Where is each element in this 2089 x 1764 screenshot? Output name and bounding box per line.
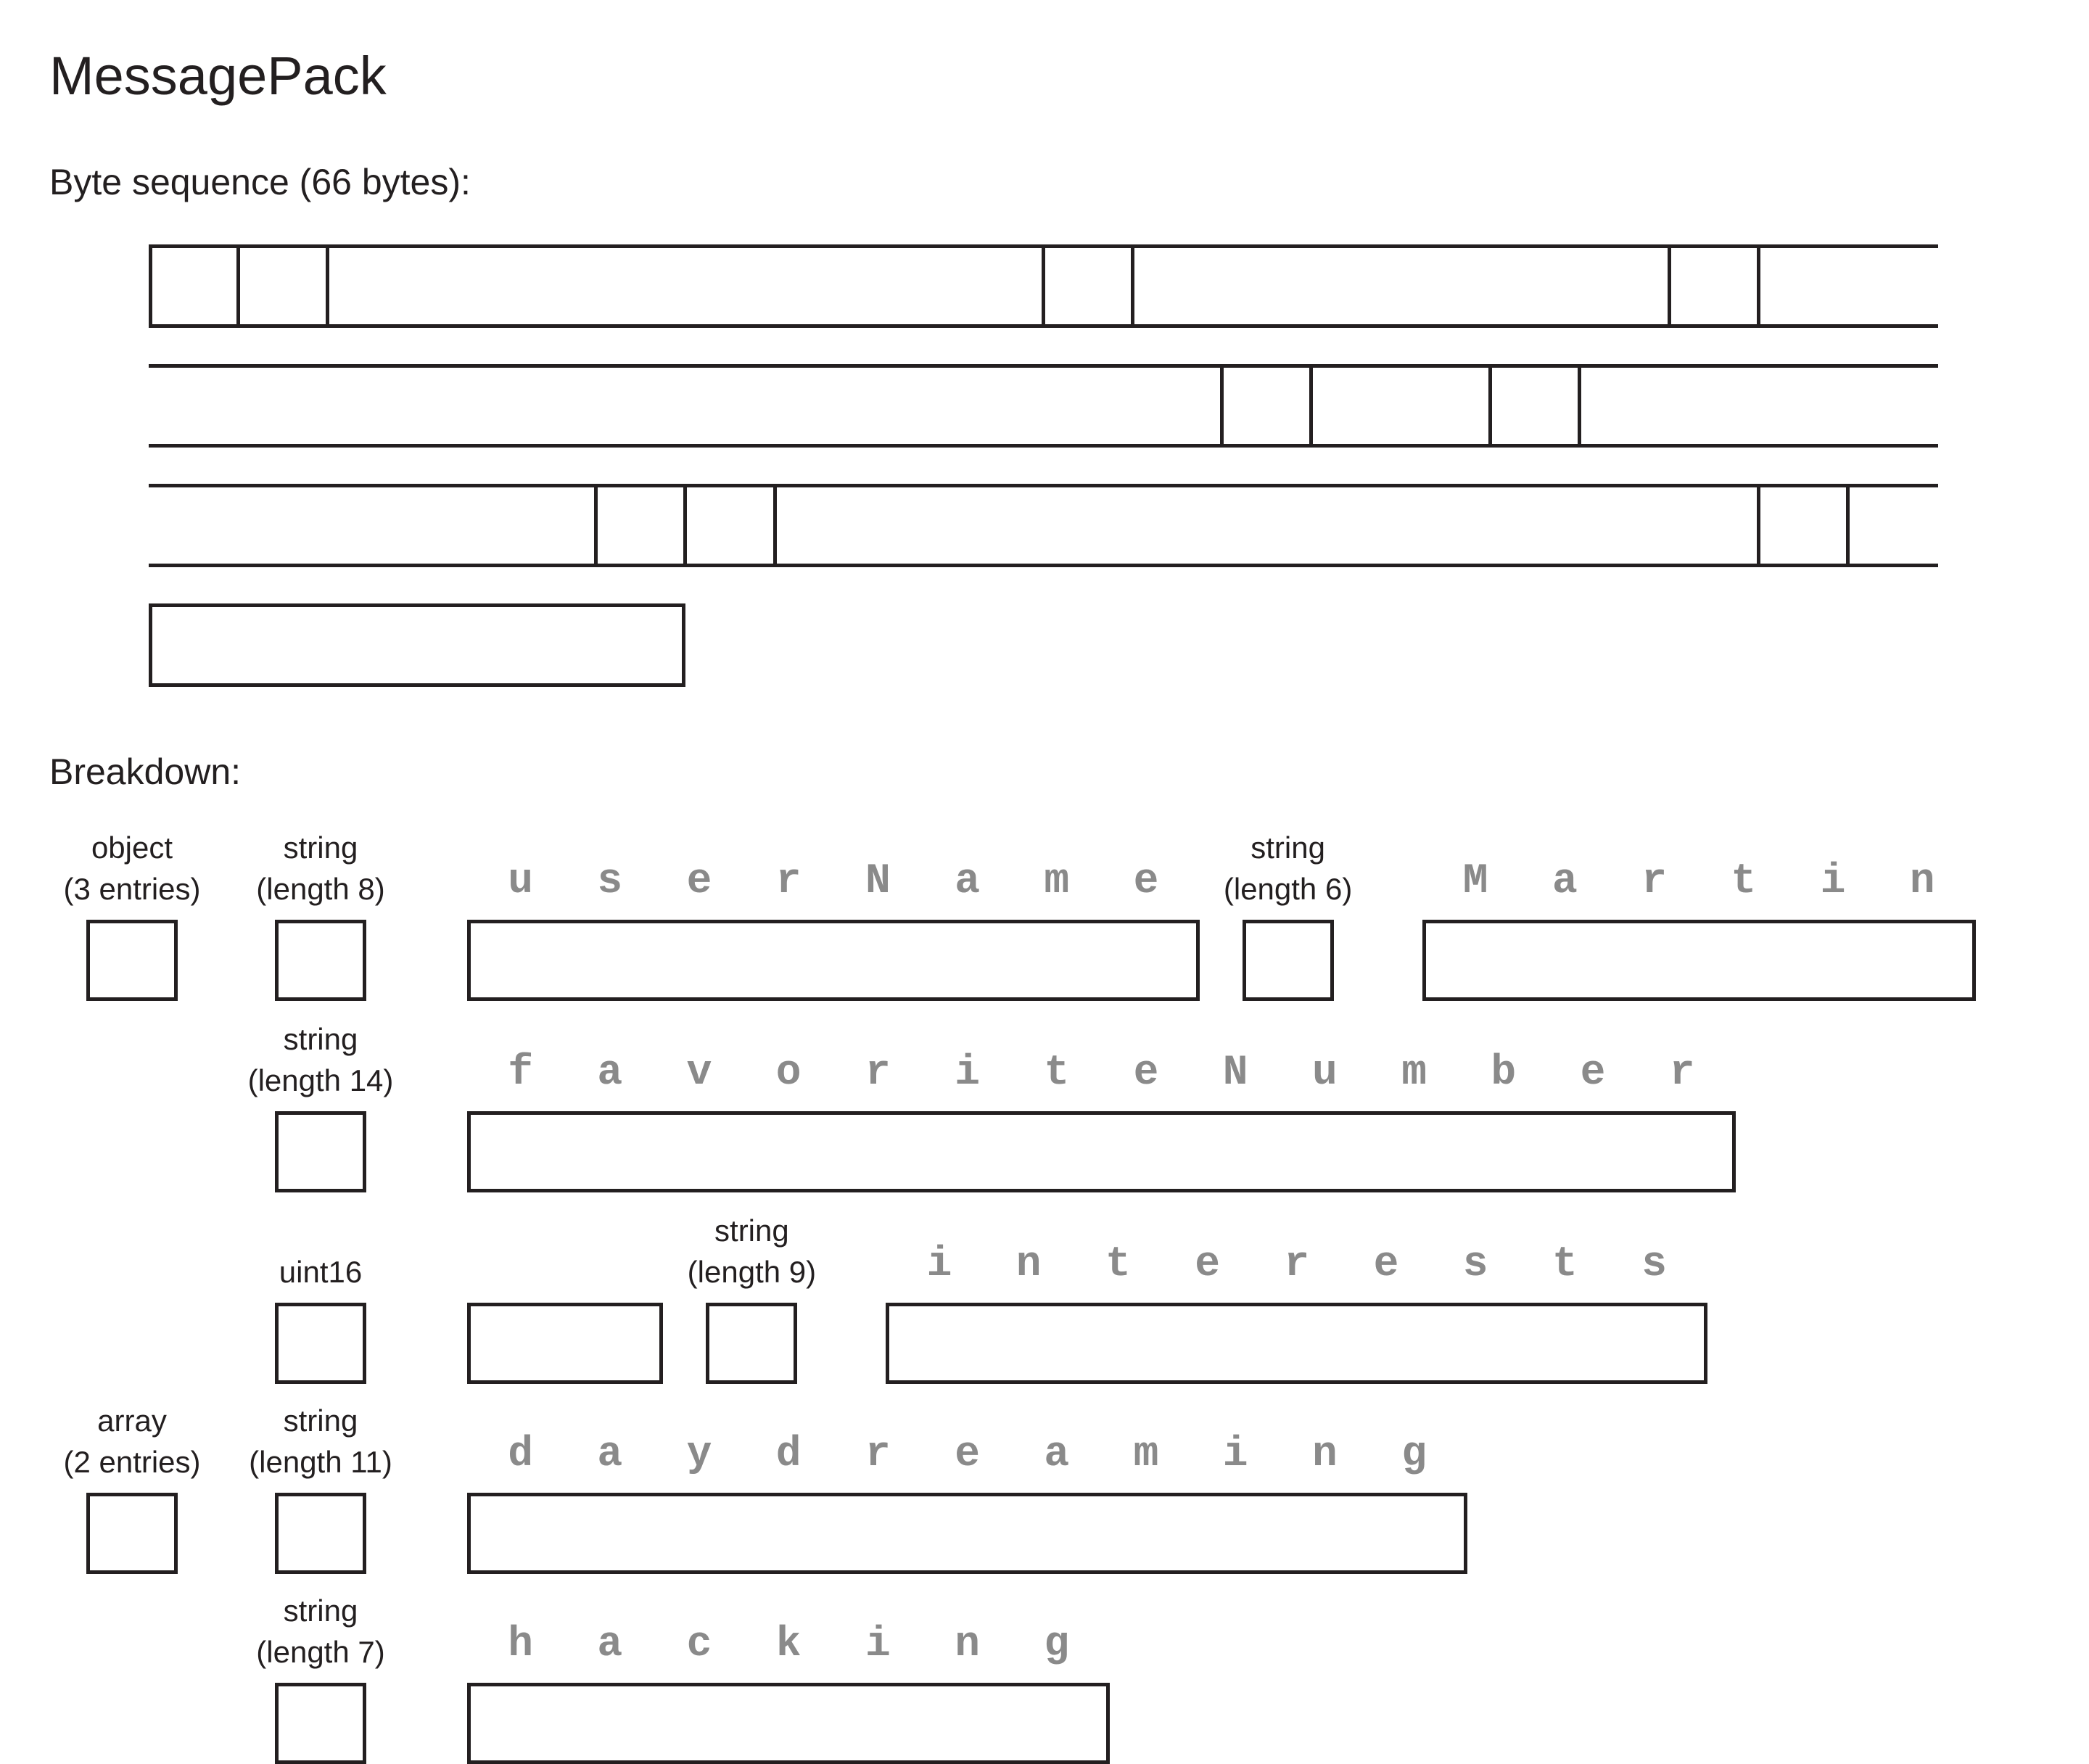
sequence-group-divider [1131,244,1134,328]
string-box [467,1493,1467,1574]
prefix-label [688,1210,816,1293]
string-box-char: g [1044,1621,1070,1668]
prefix-label [249,1400,392,1483]
string-box-char: r [775,858,802,905]
string-box-char: e [1133,1050,1159,1097]
string-box-char: t [1552,1241,1578,1288]
sequence-row-top-line [149,484,1938,487]
string-box-char: n [1311,1431,1338,1478]
sequence-group-divider [682,603,685,687]
string-box [886,1303,1707,1384]
string-box-char: g [1401,1431,1427,1478]
string-box-char: n [1015,1241,1042,1288]
sequence-group-divider [326,244,329,328]
sequence-group-divider [1488,364,1492,448]
prefix-box [275,1493,366,1574]
string-box-char: M [1462,858,1488,905]
sequence-group-divider [1668,244,1671,328]
string-box-char: N [865,858,891,905]
string-box-char: u [508,858,533,905]
string-box [467,920,1200,1001]
string-box-char: e [1195,1241,1220,1288]
prefix-label-line: string [283,831,358,865]
prefix-label [256,1590,384,1673]
string-box-char: t [1044,1050,1070,1097]
string-box-char: i [926,1241,952,1288]
sequence-row-bottom-line [149,444,1938,448]
prefix-label-line: string [1250,831,1325,865]
type-label-line: object [91,831,173,865]
string-box-char: e [1133,858,1159,905]
prefix-label-line: (length 11) [249,1445,392,1479]
prefix-box [275,1111,366,1192]
string-box-char: r [1284,1241,1310,1288]
prefix-box [1243,920,1334,1001]
prefix-box [706,1303,797,1384]
sequence-group-divider [149,244,152,328]
string-box-char: e [1373,1241,1399,1288]
string-box-char: o [775,1050,802,1097]
string-box-char: u [1311,1050,1338,1097]
string-box-char: i [1222,1431,1248,1478]
string-box-char: r [1669,1050,1695,1097]
prefix-label-line: (length 7) [256,1635,385,1669]
type-label-line: (3 entries) [63,872,201,906]
string-box-char: s [597,858,623,905]
string-box [1422,920,1976,1001]
string-box-char: b [1491,1050,1517,1097]
string-box-char: a [1044,1431,1070,1478]
prefix-label-line: (length 8) [256,872,385,906]
string-box-char: a [597,1050,623,1097]
sequence-group-divider [773,484,777,567]
sequence-row-top-line [149,603,685,607]
sequence-row-bottom-line [149,683,685,687]
sequence-group-divider [1757,244,1760,328]
value-box [467,1303,663,1384]
page-title: MessagePack [49,46,387,106]
string-box-char: d [775,1431,802,1478]
string-box-char: d [508,1431,533,1478]
sequence-group-divider [1757,484,1760,567]
prefix-label-line: string [283,1404,358,1438]
prefix-label [279,1251,362,1293]
prefix-label-line: string [283,1594,358,1628]
string-box-char: m [1133,1431,1159,1478]
string-box-char: n [1909,858,1935,905]
prefix-label-line: string [283,1022,358,1056]
prefix-box [275,1303,366,1384]
prefix-label [1224,827,1352,910]
sequence-group-divider [594,484,598,567]
string-box-char: h [508,1621,533,1668]
string-box-char: i [865,1621,891,1668]
sequence-group-divider [1042,244,1045,328]
prefix-label-line: (length 9) [687,1255,817,1289]
type-box [86,1493,178,1574]
string-box [467,1111,1736,1192]
sequence-row-bottom-line [149,564,1938,567]
string-box-char: k [775,1621,802,1668]
string-box-char: y [686,1431,712,1478]
sequence-group-divider [1220,364,1224,448]
string-box-char: e [1580,1050,1606,1097]
string-box-char: a [597,1621,623,1668]
string-box-char: m [1044,858,1070,905]
string-box-char: i [955,1050,980,1097]
type-label-line: array [97,1404,167,1438]
string-box-char: a [597,1431,623,1478]
string-box-char: a [955,858,980,905]
sequence-group-divider [1846,484,1850,567]
string-box-char: e [955,1431,980,1478]
sequence-row-top-line [149,364,1938,368]
string-box-char: a [1552,858,1578,905]
prefix-label-line: string [714,1213,789,1248]
sequence-heading: Byte sequence (66 bytes): [49,162,471,202]
type-box [86,920,178,1001]
string-box-char: v [686,1050,712,1097]
string-box-char: t [1731,858,1757,905]
prefix-label-line: (length 14) [247,1063,394,1097]
string-box-char: f [508,1050,533,1097]
prefix-box [275,920,366,1001]
sequence-group-divider [236,244,240,328]
breakdown-heading: Breakdown: [49,751,242,792]
string-box-char: m [1401,1050,1427,1097]
string-box-char: e [686,858,712,905]
prefix-label-line: (length 6) [1223,872,1353,906]
string-box-char: s [1641,1241,1667,1288]
prefix-label-line: uint16 [279,1255,363,1289]
sequence-group-divider [1578,364,1581,448]
string-box-char: r [865,1431,891,1478]
string-box-char: n [955,1621,980,1668]
prefix-label [248,1018,394,1101]
sequence-group-divider [683,484,687,567]
string-box-char: N [1222,1050,1248,1097]
string-box [467,1683,1110,1764]
type-label [63,1400,200,1483]
type-label [63,827,200,910]
type-label-line: (2 entries) [63,1445,201,1479]
sequence-group-divider [149,603,152,687]
string-box-char: t [1105,1241,1131,1288]
sequence-group-divider [1309,364,1313,448]
string-box-char: r [1641,858,1667,905]
string-box-char: i [1820,858,1846,905]
prefix-box [275,1683,366,1764]
string-box-char: c [686,1621,712,1668]
string-box-char: s [1462,1241,1488,1288]
string-box-char: r [865,1050,891,1097]
prefix-label [256,827,384,910]
